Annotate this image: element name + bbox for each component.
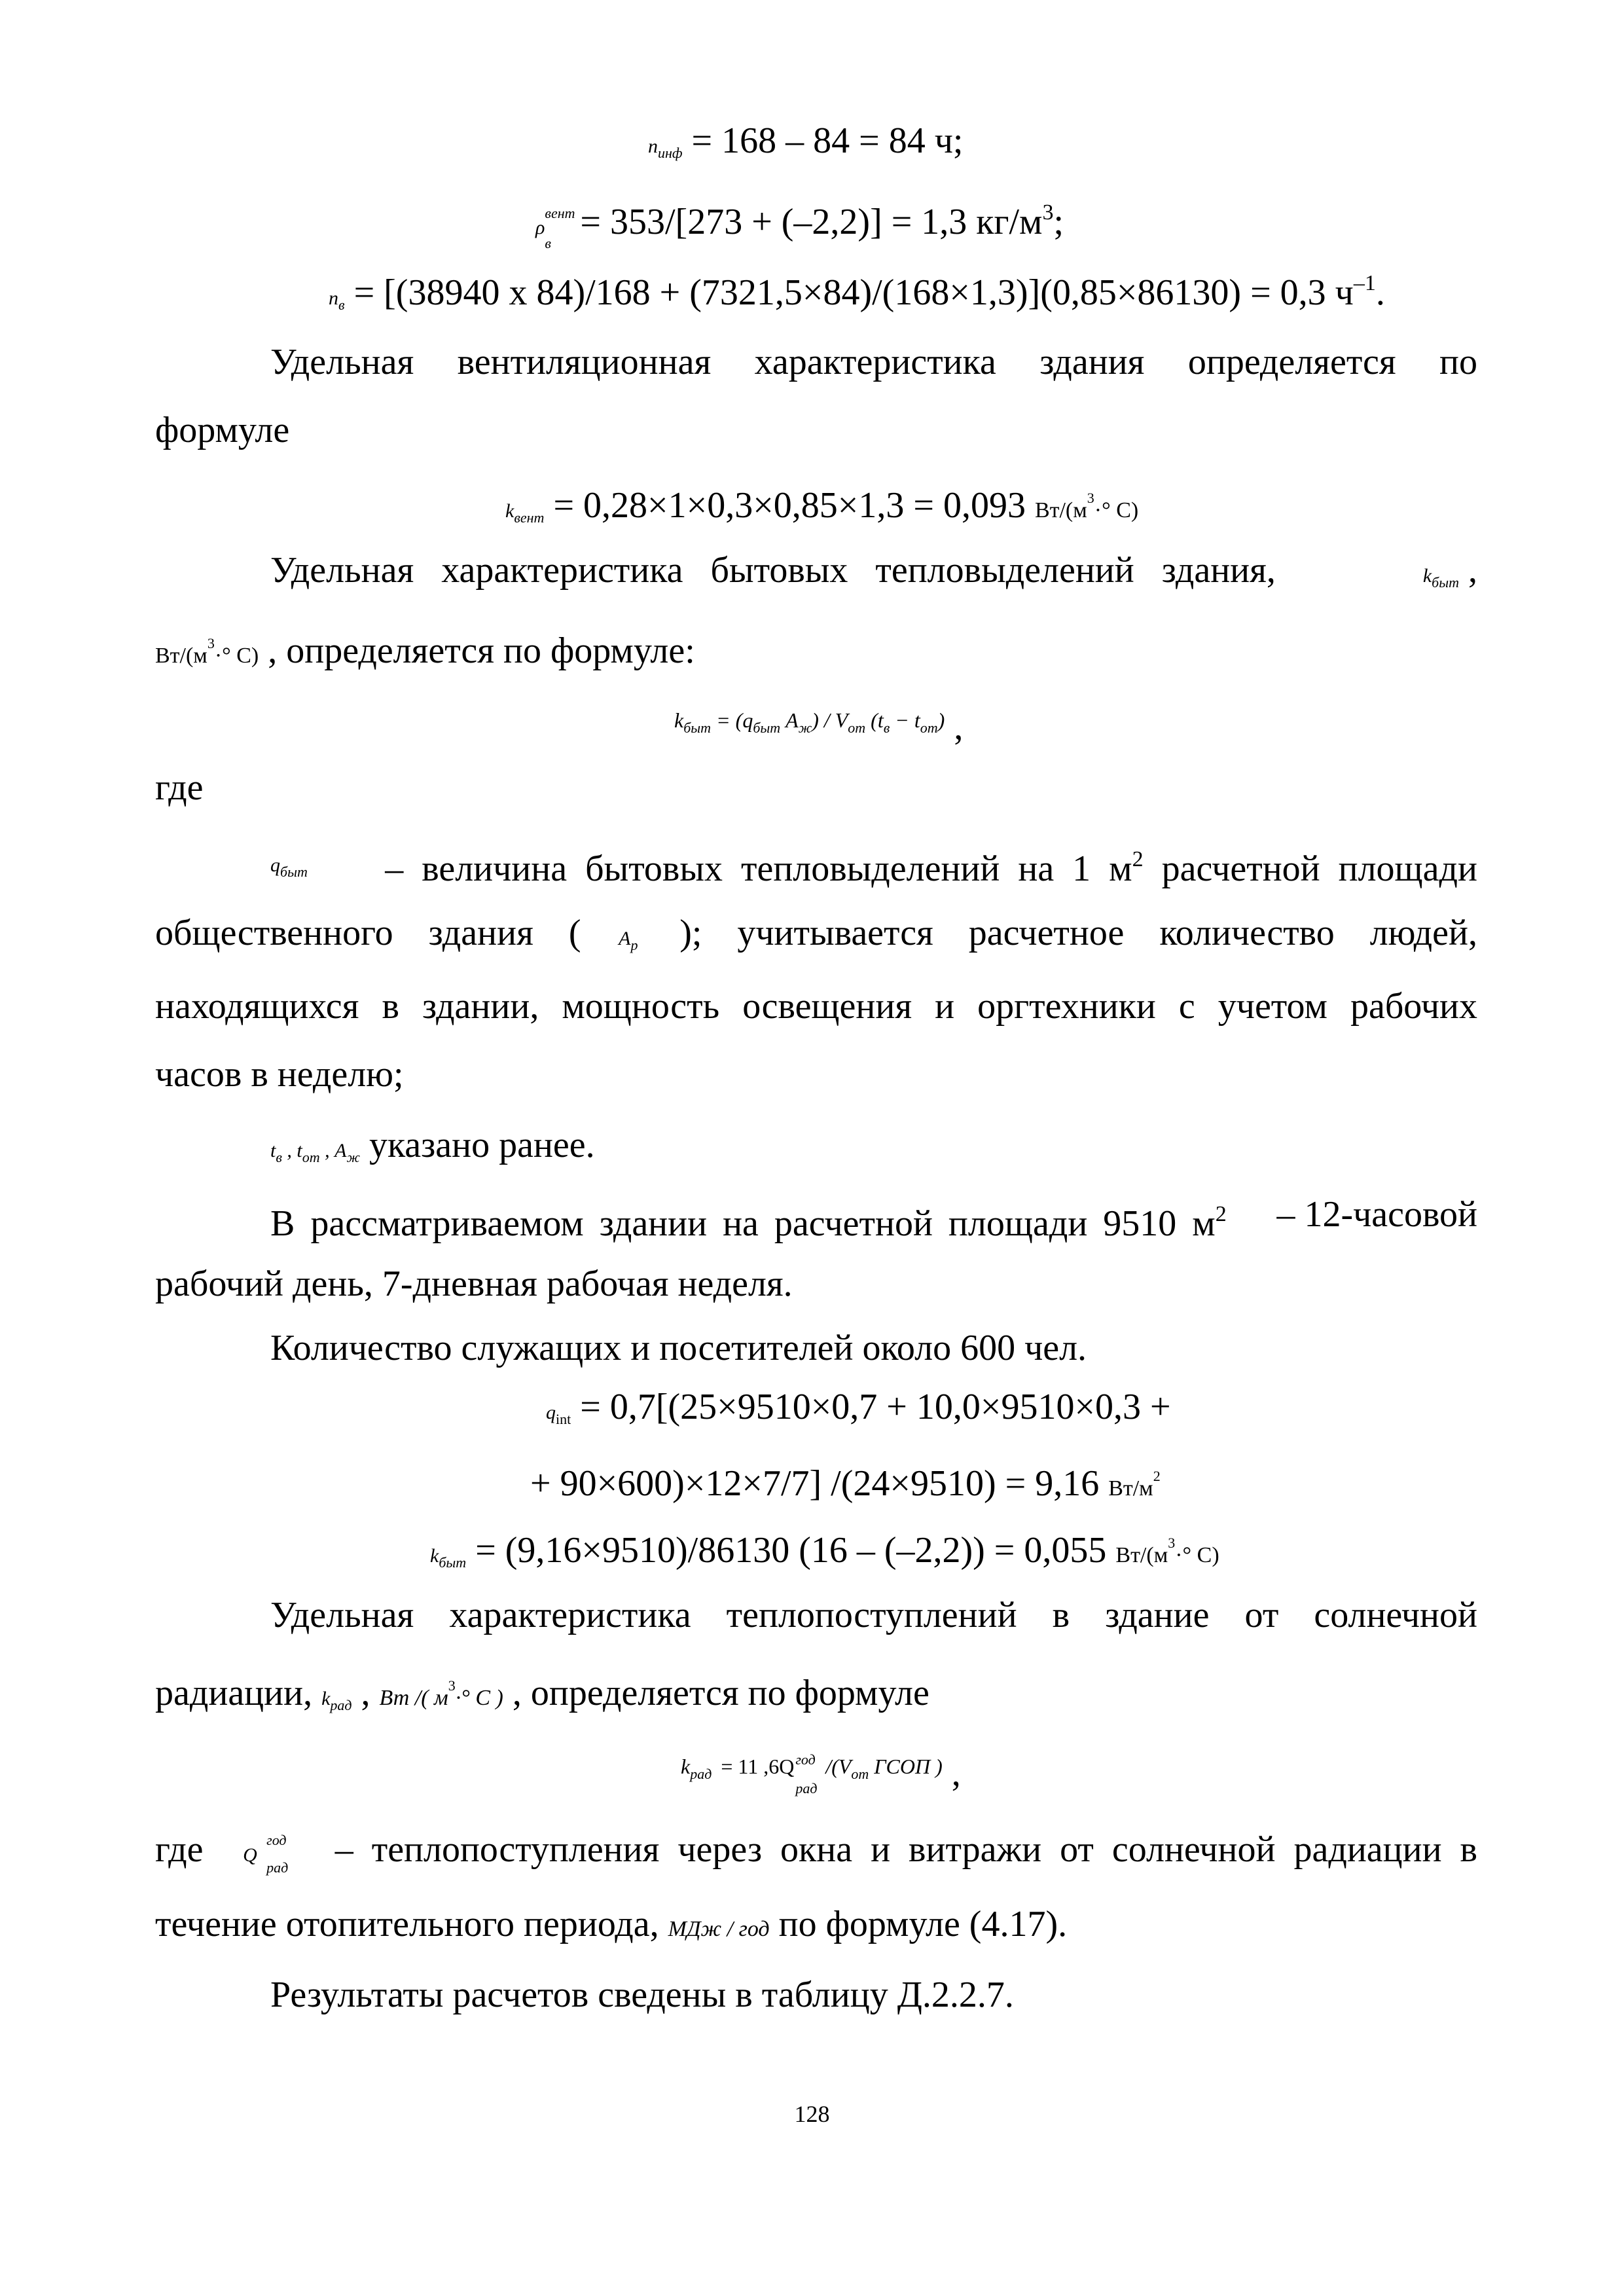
- paragraph-solar-char-cont: радиации, $k_{рад}$ , Вт /( $м^3\cdot^\circ$ С ) , определяется по формуле: [155, 1673, 929, 1713]
- paragraph-vent-char-cont: формуле: [155, 410, 290, 450]
- definition-q-rad-cont: течение отопительного периода, МДж / год по формуле (4.17).: [155, 1904, 1068, 1944]
- definition-q-byt: $q_{быт}$ – величина бытовых тепловыделений на 1 $м^2$ расчетной площади: [270, 847, 1477, 889]
- definition-q-rad: где Q год рад – теплопоступления через окна и витражи от солнечной радиации в: [155, 1829, 1477, 1876]
- equation-q-int-cont: + 90×600)×12×7/7] /(24×9510) = 9,16 $Вт/м^2$: [530, 1463, 1161, 1504]
- paragraph-byt-char: Удельная характеристика бытовых тепловыделений здания, $k_{быт}$ ,: [270, 550, 1477, 591]
- equation-q-int: $q_{int} = 0,7[(25\times 9510\times 0,7 + 10,0\times 9510\times 0,3$ +: [546, 1387, 1171, 1427]
- equation-k-rad-formula: $k_{рад} = 11$ ,6Q год рад $/(V_{от}$ ГСОП ) ,: [681, 1751, 961, 1796]
- definition-q-byt-line4: часов в неделю;: [155, 1054, 404, 1095]
- definition-t-a: $t_в$ , $t_{от}$ , $A_ж$ указано ранее.: [270, 1125, 595, 1165]
- definition-q-byt-line2: общественного здания ( $A_р$ ); учитывается расчетное количество людей,: [155, 913, 1477, 953]
- paragraph-area: В рассматриваемом здании на расчетной площади 9510 $м^2$ – 12-часовой: [270, 1194, 1477, 1244]
- equation-n-v: $n_в = [(38940$ х 84)/168 + (7321,5×84)/(168×1,3)](0,85×86130) = 0,3 $ч^{-1}$.: [329, 271, 1385, 313]
- definition-q-byt-line3: находящихся в здании, мощность освещения и оргтехники с учетом рабочих: [155, 986, 1477, 1027]
- paragraph-results: Результаты расчетов сведены в таблицу Д.2.2.7.: [270, 1975, 1014, 2015]
- equation-k-vent: $k_{вент} = 0,28\times 1\times 0,3\times 0,85\times 1,3 = 0,093$ $Вт/(м^3\cdot^\circ$ С): [505, 485, 1139, 526]
- paragraph-area-cont: рабочий день, 7-дневная рабочая неделя.: [155, 1264, 793, 1304]
- paragraph-vent-char: Удельная вентиляционная характеристика здания определяется по: [270, 342, 1477, 382]
- paragraph-people-count: Количество служащих и посетителей около 600 чел.: [270, 1328, 1087, 1368]
- equation-k-byt-formula: $k_{быт} = (q_{быт}$ $A_ж) / V_{от}$ $(t_в - t_{от})$ ,: [674, 707, 964, 748]
- page-number: 128: [794, 2101, 830, 2127]
- equation-rho-vent: ρ вент в = 353/[273 + (–2,2)] = 1,3 $кг/м^3$;: [535, 200, 1064, 251]
- equation-n-inf: $n_{инф} = 168 - 84 = 84$ ч;: [648, 120, 964, 161]
- where-label: где: [155, 767, 204, 808]
- paragraph-solar-char: Удельная характеристика теплопоступлений в здание от солнечной: [270, 1595, 1477, 1635]
- paragraph-byt-char-cont: $Вт/(м^3\cdot^\circ$ С) , определяется по формуле:: [155, 630, 695, 671]
- equation-k-byt: $k_{быт} = (9,16\times 9510)/86130$ (16 – (–2,2)) = 0,055 $Вт/(м^3\cdot^\circ$ С): [430, 1530, 1219, 1571]
